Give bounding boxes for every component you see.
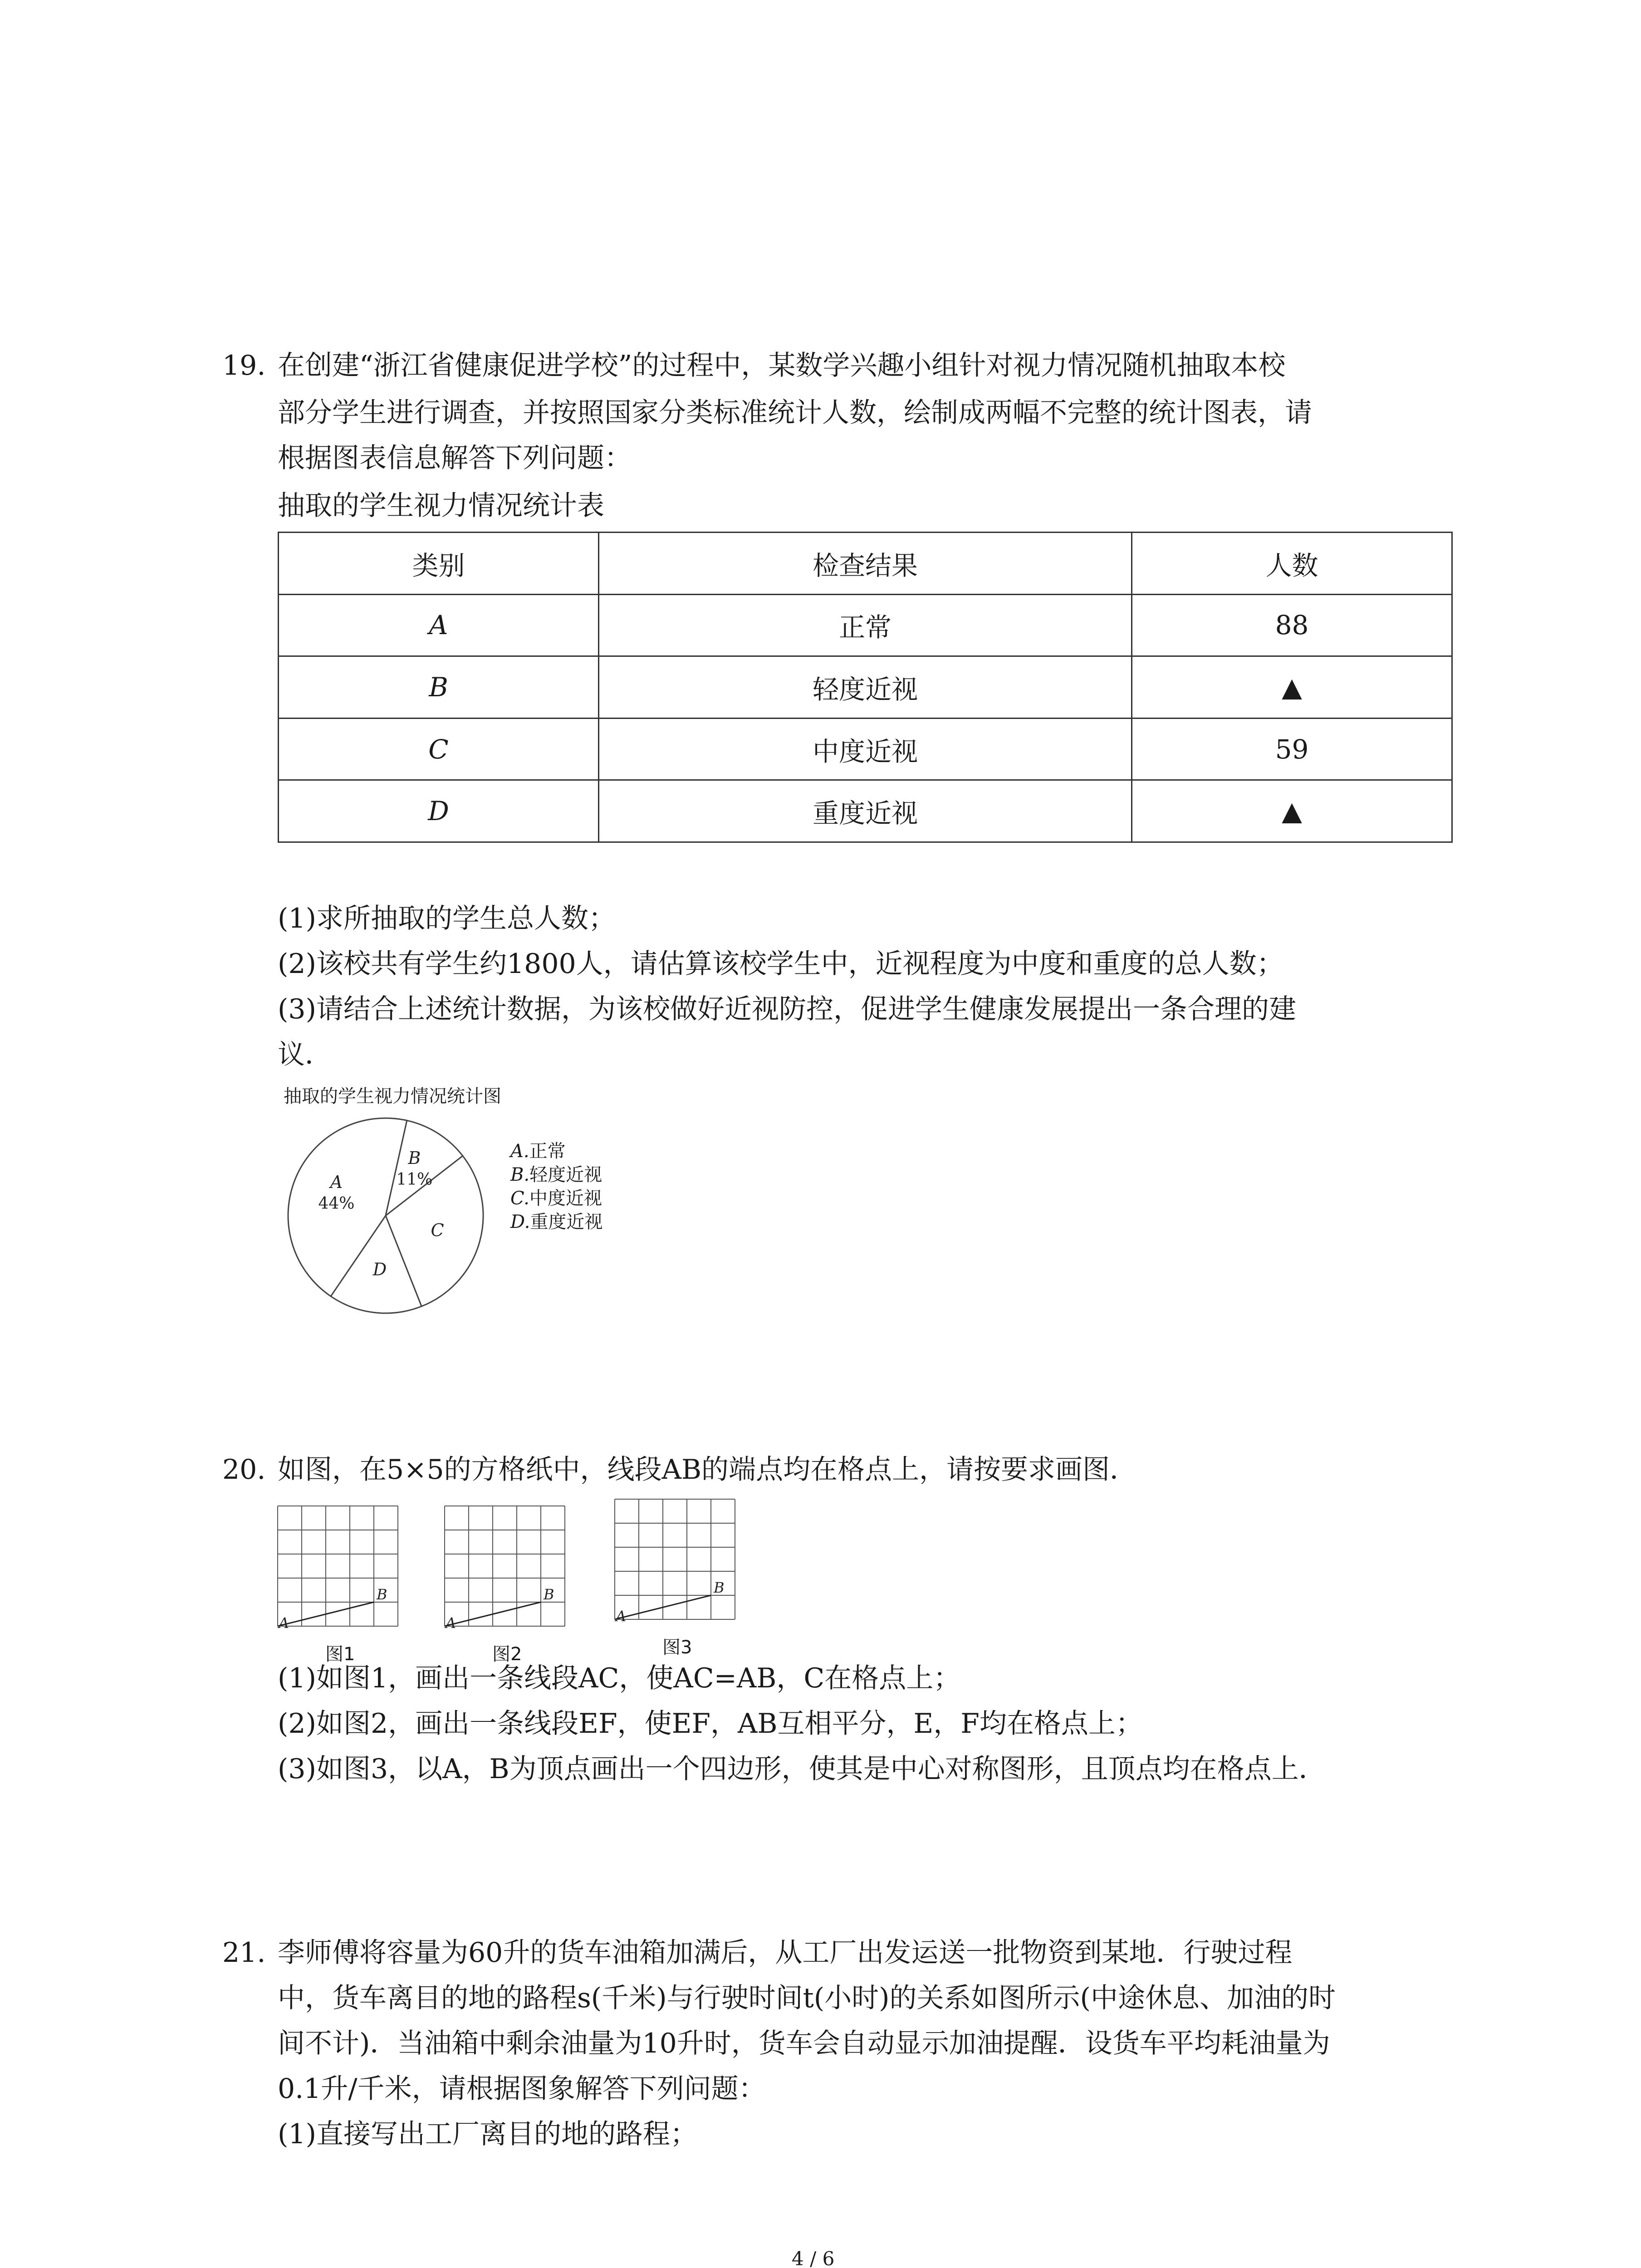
question-21-line-2: 中，货车离目的地的路程s(千米)与行驶时间t(小时)的关系如图所示(中途休息、加油的时 — [278, 1982, 1336, 2014]
point-label-a: A — [279, 1614, 289, 1632]
pie-legend — [510, 1139, 603, 1234]
table-header-row — [279, 533, 1452, 595]
grid-figure-1 — [260, 1488, 416, 1644]
question-20-number: 20. — [222, 1454, 266, 1486]
legend-label: 重度近视 — [530, 1212, 603, 1232]
question-21-line-4: 0.1升/千米，请根据图象解答下列问题： — [278, 2073, 766, 2105]
table-cell-count: ▲ — [1132, 656, 1452, 719]
legend-label: 轻度近视 — [529, 1164, 603, 1185]
figure-caption: 图2 — [492, 1644, 522, 1665]
point-label-b: B — [377, 1586, 387, 1603]
table-title: 抽取的学生视力情况统计表 — [278, 490, 604, 522]
pie-label-d: D — [372, 1259, 387, 1280]
question-20-sub-3: (3)如图3，以A，B为顶点画出一个四边形，使其是中心对称图形，且顶点均在格点上． — [278, 1753, 1326, 1785]
table-header-category: 类别 — [279, 533, 599, 595]
figure-caption: 图1 — [325, 1644, 355, 1665]
table-header-count: 人数 — [1132, 533, 1452, 595]
pie-label-b: B — [408, 1148, 421, 1168]
question-20-sub-2: (2)如图2，画出一条线段EF，使EF，AB互相平分，E，F均在格点上； — [278, 1708, 1143, 1740]
grid-figure-2 — [426, 1488, 583, 1644]
pie-chart — [281, 1111, 490, 1320]
question-19-line-3: 根据图表信息解答下列问题： — [278, 442, 632, 474]
pie-percent-a: 44% — [318, 1194, 355, 1213]
question-19-line-2: 部分学生进行调查，并按照国家分类标准统计人数，绘制成两幅不完整的统计图表，请 — [278, 397, 1312, 429]
question-19-sub-4: 议． — [278, 1039, 332, 1070]
table-cell-count: 88 — [1132, 594, 1452, 656]
question-21-line-3: 间不计)．当油箱中剩余油量为10升时，货车会自动显示加油提醒．设货车平均耗油量为 — [278, 2028, 1330, 2059]
legend-letter: B. — [510, 1164, 530, 1185]
legend-letter: C. — [510, 1188, 529, 1209]
question-20-line: 如图，在5×5的方格纸中，线段AB的端点均在格点上，请按要求画图． — [278, 1454, 1137, 1486]
question-19-line-1: 在创建“浙江省健康促进学校”的过程中，某数学兴趣小组针对视力情况随机抽取本校 — [278, 350, 1286, 381]
question-19-sub-1: (1)求所抽取的学生总人数； — [278, 903, 616, 934]
table-row — [279, 656, 1452, 719]
point-label-b: B — [714, 1579, 725, 1596]
table-cell-result: 正常 — [599, 594, 1132, 656]
table-cell-category: B — [279, 656, 599, 719]
legend-item — [510, 1163, 603, 1187]
table-row — [279, 780, 1452, 842]
question-20-sub-1: (1)如图1，画出一条线段AC，使AC=AB，C在格点上； — [278, 1662, 961, 1694]
question-19-sub-2: (2)该校共有学生约1800人，请估算该校学生中，近视程度为中度和重度的总人数； — [278, 948, 1284, 980]
question-19-sub-3: (3)请结合上述统计数据，为该校做好近视防控，促进学生健康发展提出一条合理的建 — [278, 993, 1296, 1025]
table-cell-result: 中度近视 — [599, 718, 1132, 780]
point-label-a: A — [446, 1614, 456, 1632]
legend-item — [510, 1210, 603, 1234]
legend-item — [510, 1187, 603, 1210]
pie-label-a: A — [330, 1172, 343, 1193]
table-cell-category: A — [279, 594, 599, 656]
table-row — [279, 594, 1452, 656]
legend-label: 中度近视 — [529, 1188, 602, 1209]
point-label-b: B — [544, 1586, 554, 1603]
table-cell-category: D — [279, 780, 599, 842]
page-number: 4 / 6 — [792, 2248, 835, 2268]
vision-statistics-table — [278, 532, 1453, 843]
question-21-line-1: 李师傅将容量为60升的货车油箱加满后，从工厂出发运送一批物资到某地．行驶过程 — [278, 1937, 1293, 1969]
question-19-number: 19. — [222, 350, 266, 381]
pie-percent-b: 11% — [396, 1170, 433, 1189]
legend-label: 正常 — [529, 1141, 566, 1162]
grid-figure-3 — [597, 1481, 753, 1637]
table-cell-result: 重度近视 — [599, 780, 1132, 842]
table-cell-count: ▲ — [1132, 780, 1452, 842]
pie-label-c: C — [431, 1220, 444, 1241]
legend-item — [510, 1139, 603, 1163]
question-21-line-5: (1)直接写出工厂离目的地的路程； — [278, 2118, 697, 2150]
table-row — [279, 718, 1452, 780]
point-label-a: A — [616, 1608, 627, 1625]
figure-caption: 图3 — [662, 1637, 692, 1658]
legend-letter: A. — [510, 1141, 529, 1162]
table-cell-category: C — [279, 718, 599, 780]
pie-slices — [288, 1118, 483, 1313]
table-cell-count: 59 — [1132, 718, 1452, 780]
table-header-result: 检查结果 — [599, 533, 1132, 595]
table-cell-result: 轻度近视 — [599, 656, 1132, 719]
question-21-number: 21. — [222, 1937, 266, 1969]
legend-letter: D. — [510, 1212, 530, 1232]
pie-chart-title: 抽取的学生视力情况统计图 — [284, 1086, 501, 1107]
